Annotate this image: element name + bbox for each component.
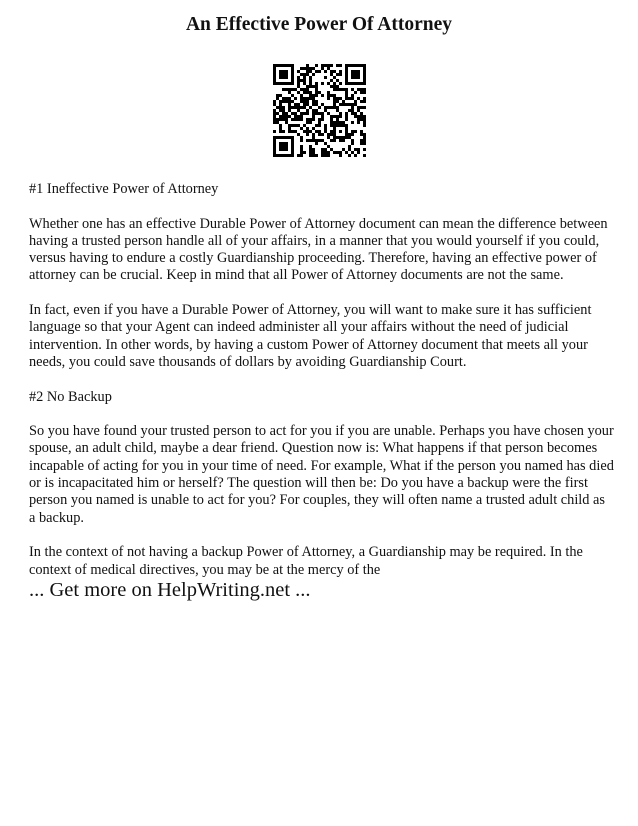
get-more-link[interactable]: ... Get more on HelpWriting.net ... <box>29 579 311 601</box>
paragraph: Whether one has an effective Durable Power of Attorney document can mean the difference between having a trusted person handle all of your affairs, in a manner that you would yourself if you could, versus having to endure a costly Guardianship proceeding. Therefore, having an effective power of attorney can be crucial. Keep in mind that all Power of Attorney documents are not the same. <box>29 215 608 284</box>
paragraph: In the context of not having a backup Power of Attorney, a Guardianship may be required. In the context of medical directives, you may be at the mercy of the <box>29 544 583 578</box>
qr-code-icon <box>273 64 366 157</box>
page-title: An Effective Power Of Attorney <box>185 14 453 35</box>
section-heading: #1 Ineffective Power of Attorney <box>29 181 219 197</box>
section-heading: #2 No Backup <box>29 388 112 405</box>
document-body <box>29 181 614 596</box>
paragraph: In fact, even if you have a Durable Power of Attorney, you will want to make sure it has sufficient language so that your Agent can indeed administer all your affairs without the need of judicial intervention. In other words, by having a custom Power of Attorney document that meets all your needs, you could save thousands of dollars by avoiding Guardianship Court. <box>29 302 592 370</box>
paragraph: So you have found your trusted person to act for you if you are unable. Perhaps you have chosen your spouse, an adult child, maybe a dear friend. Question now is: What happens if that person becomes incapable of acting for you in your time of need. For example, What if the person you named has died or is incapacitated him or herself? The question will then be: Do you have a backup were the first person you named is unable to act for you? For couples, they will often name a trusted adult child as a backup. <box>29 423 614 526</box>
